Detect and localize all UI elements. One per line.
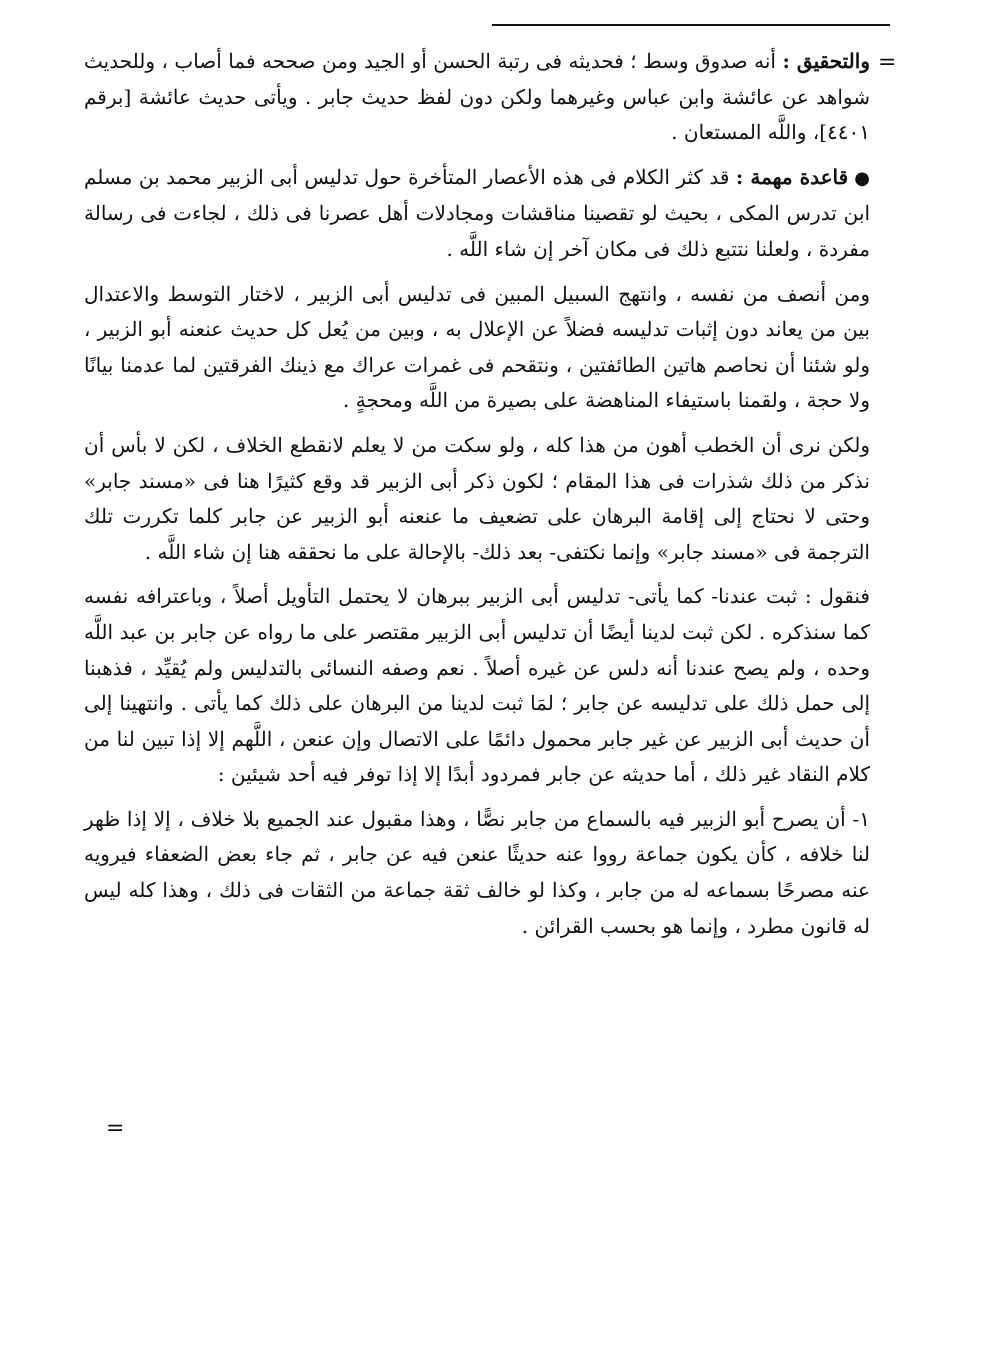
paragraph-qaeda [84,160,870,268]
continuation-mark-end: = [106,1116,125,1141]
paragraph-khatb [84,428,870,570]
header-rule [492,24,890,26]
main-text [84,44,870,953]
paragraph-tahqiq [84,44,870,151]
bullet-icon: ● [854,167,871,189]
paragraph-insaf [84,277,870,419]
paragraph-first-condition [84,802,870,944]
continuation-mark-start: = [878,50,897,75]
paragraph-text: فنقول : ثبت عندنا- كما يأتى- تدليس أبى الزبير ببرهان لا يحتمل التأويل أصلاً ، وباعترافه نفسه كما سنذكره . لكن ثبت لدينا أيضًا أن تدليس أبى الزبير مقتصر على ما رواه عن جابر بن عبد اللَّه وحده ، ولم يصح عندنا أنه دلس عن غيره أصلاً . نعم وصفه النسائى بالتدليس ولم يُقيِّد ، فذهبنا إلى حمل ذلك على تدليسه عن جابر ؛ لمَا ثبت لدينا من البرهان على ذلك كما يأتى . وانتهينا إلى أن حديث أبى الزبير عن غير جابر محمول دائمًا على الاتصال وإن عنعن ، اللَّهم إلا إذا تبين لنا من كلام النقاد غير ذلك ، أما حديثه عن جابر فمردود أبدًا إلا إذا توفر فيه أحد شيئين : [84,584,870,787]
paragraph-lead: والتحقيق : [782,49,870,73]
paragraph-text: ولكن نرى أن الخطب أهون من هذا كله ، ولو سكت من لا يعلم لانقطع الخلاف ، لكن لا بأس أن نذكر من ذلك شذرات فى هذا المقام ؛ لكون ذكر أبى الزبير قد وقع كثيرًا هنا فى «مسند جابر» وحتى لا نحتاج إلى إقامة البرهان على تضعيف ما عنعنه أبو الزبير عن جابر كلما تكررت تلك الترجمة فى «مسند جابر» وإنما نكتفى- بعد ذلك- بالإحالة على ما نحققه هنا إن شاء اللَّه . [84,432,870,564]
paragraph-text: قد كثر الكلام فى هذه الأعصار المتأخرة حول تدليس أبى الزبير محمد بن مسلم ابن تدرس المكى ، بحيث لو تقصينا مناقشات ومجادلات أهل عصرنا فى ذلك ، لجاءت فى رسالة مفردة ، ولعلنا نتتبع ذلك فى مكان آخر إن شاء اللَّه . [84,164,870,261]
paragraph-lead: قاعدة مهمة : [735,164,849,189]
paragraph-naqul [84,579,870,793]
paragraph-text: أنه صدوق وسط ؛ فحديثه فى رتبة الحسن أو الجيد ومن صححه فما أصاب ، وللحديث شواهد عن عائشة وابن عباس وغيرهما ولكن دون لفظ حديث جابر . ويأتى حديث عائشة [برقم ٤٤٠١]، واللَّه المستعان . [84,49,870,145]
paragraph-text: ومن أنصف من نفسه ، وانتهج السبيل المبين فى تدليس أبى الزبير ، لاختار التوسط والاعتدال بين من يعاند دون إثبات تدليسه فضلاً عن الإعلال به ، وبين من يُعل كل حديث عنعنه أبو الزبير ، ولو شئنا أن نحاصم هاتين الطائفتين ، ونتقحم فى غمرات عراك مع ذينك الفرقتين لما عدمنا بيانًا ولا حجة ، ولقمنا باستيفاء المناهضة على بصيرة من اللَّه ومحجةٍ . [84,281,870,413]
paragraph-text: ١- أن يصرح أبو الزبير فيه بالسماع من جابر نصًّا ، وهذا مقبول عند الجميع بلا خلاف ، إلا إذا ظهر لنا خلافه ، كأن يكون جماعة رووا عنه حديثًا عنعن فيه عن جابر ، ثم جاء بعض الضعفاء فيرويه عنه مصرحًا بسماعه له من جابر ، وكذا لو خالف ثقة جماعة من الثقات فى ذلك ، وهذا كله ليس له قانون مطرد ، وإنما هو بحسب القرائن . [84,806,870,938]
